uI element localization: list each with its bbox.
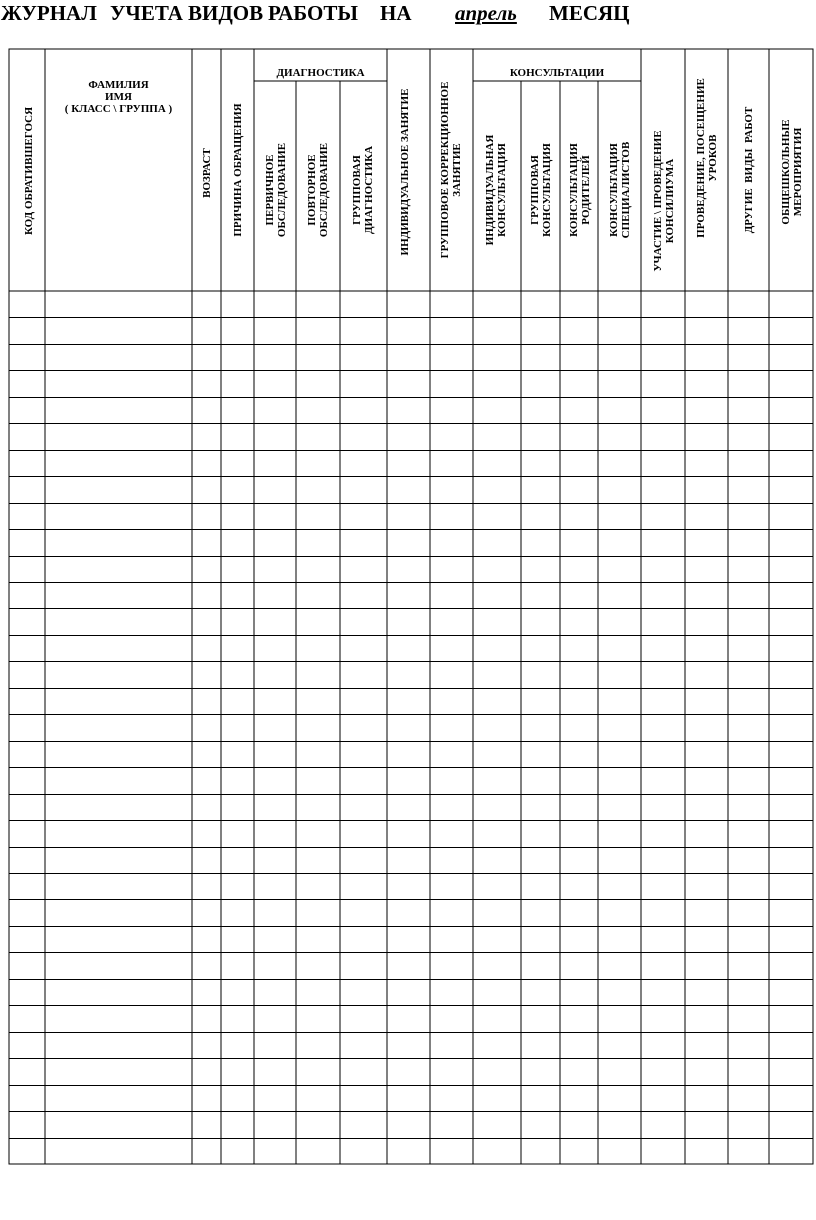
title-word: УЧЕТА bbox=[110, 1, 183, 25]
header-repeat-exam: ПОВТОРНОЕ ОБСЛЕДОВАНИЕ bbox=[306, 142, 330, 238]
header-reason: ПРИЧИНА ОБРАЩЕНИЯ bbox=[232, 103, 244, 237]
header-school-events: ОБЩЕШКОЛЬНЫЕ МЕРОПРИЯТИЯ bbox=[780, 119, 804, 225]
title-word: РАБОТЫ bbox=[268, 1, 359, 25]
header-group-correction: ГРУППОВОЕ КОРРЕКЦИОННОЕ ЗАНЯТИЕ bbox=[439, 81, 463, 259]
header-other-work: ДРУГИЕ ВИДЫ РАБОТ bbox=[743, 106, 755, 234]
table-rows bbox=[9, 318, 813, 1139]
consultations-group-header: КОНСУЛЬТАЦИИ bbox=[509, 67, 605, 79]
title-word: МЕСЯЦ bbox=[549, 1, 630, 25]
header-individual-consult: ИНДИВИДУАЛЬНАЯ КОНСУЛЬТАЦИЯ bbox=[484, 134, 508, 246]
header-parents-consult: КОНСУЛЬТАЦИЯ РОДИТЕЛЕЙ bbox=[568, 143, 592, 237]
title-word: ЖУРНАЛ bbox=[1, 1, 97, 25]
header-council: УЧАСТИЕ \ ПРОВЕДЕНИЕ КОНСИЛИУМА bbox=[652, 130, 676, 272]
header-specialists-consult: КОНСУЛЬТАЦИЯ СПЕЦИАЛИСТОВ bbox=[608, 141, 632, 239]
title-word: ВИДОВ bbox=[188, 1, 264, 25]
header-group-diagnostics: ГРУППОВАЯ ДИАГНОСТИКА bbox=[351, 145, 375, 235]
header-group-consult: ГРУППОВАЯ КОНСУЛЬТАЦИЯ bbox=[529, 143, 553, 237]
header-name: ФАМИЛИЯ ИМЯ ( КЛАСС \ ГРУППА ) bbox=[64, 79, 173, 115]
header-age: ВОЗРАСТ bbox=[201, 148, 213, 198]
title-month: апрель bbox=[455, 1, 517, 25]
header-code: КОД ОБРАТИВШЕГОСЯ bbox=[23, 106, 35, 236]
table-border bbox=[9, 49, 813, 1164]
header-individual-lesson: ИНДИВИДУАЛЬНОЕ ЗАНЯТИЕ bbox=[399, 88, 411, 256]
diagnostics-group-header: ДИАГНОСТИКА bbox=[276, 67, 365, 79]
header-primary-exam: ПЕРВИЧНОЕ ОБСЛЕДОВАНИЕ bbox=[264, 142, 288, 238]
title-word: НА bbox=[380, 1, 412, 25]
header-lessons: ПРОВЕДЕНИЕ, ПОСЕЩЕНИЕ УРОКОВ bbox=[695, 78, 719, 238]
